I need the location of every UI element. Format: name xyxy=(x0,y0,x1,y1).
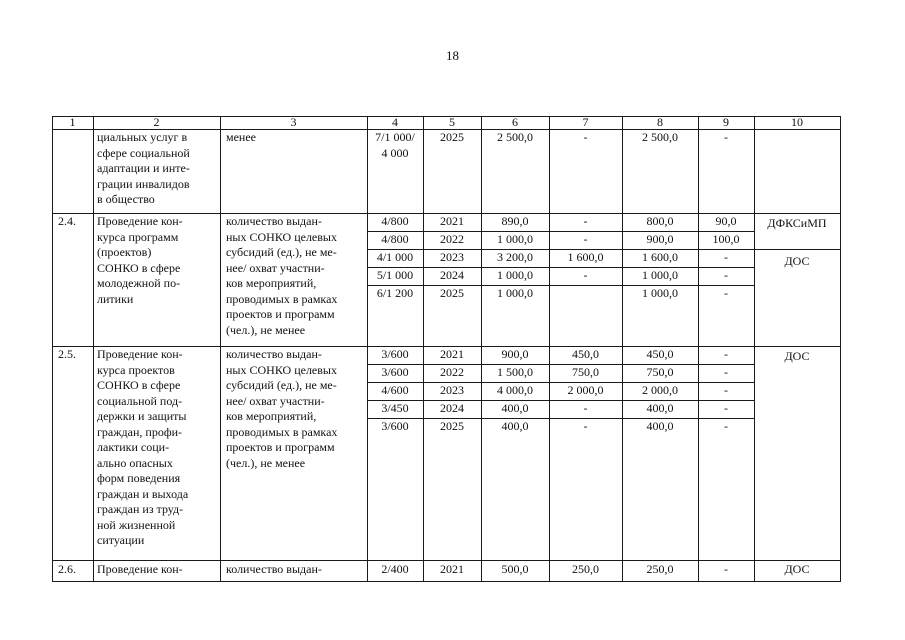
measure-name-line: сфере социальной xyxy=(97,145,190,160)
table-row-rule xyxy=(754,249,841,250)
target-value: 7/1 000/ xyxy=(375,130,415,144)
target-value: 3/450 xyxy=(381,401,409,415)
indicator-line: (чел.), не менее xyxy=(226,455,306,470)
federal-cell: 450,0 xyxy=(572,347,599,361)
regional-cell: 450,0 xyxy=(646,347,674,361)
target-value: 4/800 xyxy=(381,214,409,228)
measure-name-line: Проведение кон- xyxy=(97,347,183,361)
regional-cell: 1 000,0 xyxy=(642,268,678,282)
row-number: 2.6. xyxy=(58,562,76,576)
target-value: 6/1 200 xyxy=(376,286,414,300)
federal-cell: - xyxy=(583,419,588,433)
measure-name-line: Проведение кон- xyxy=(97,562,183,576)
local-cell: 100,0 xyxy=(712,232,740,246)
federal-cell: - xyxy=(583,130,588,144)
total-cell: 1 000,0 xyxy=(497,268,533,282)
measure-name-line: ситуации xyxy=(97,533,145,547)
target-value: 4/800 xyxy=(381,232,409,246)
total-cell: 400,0 xyxy=(501,419,529,433)
indicator-line: (чел.), не менее xyxy=(226,322,306,337)
measure-name-line: курса проектов xyxy=(97,362,175,377)
regional-cell: 1 600,0 xyxy=(642,250,678,264)
local-cell: - xyxy=(724,419,728,433)
year-cell: 2024 xyxy=(440,401,464,415)
indicator-line: проводимых в рамках xyxy=(226,424,338,439)
table-bottom-rule xyxy=(52,581,841,582)
measure-name-line: форм поведения xyxy=(97,471,181,485)
table-left-rule xyxy=(52,116,53,582)
local-cell: - xyxy=(724,286,728,300)
executor-cell: ДОС xyxy=(784,562,810,576)
regional-cell: 400,0 xyxy=(646,401,674,415)
local-cell: - xyxy=(724,268,728,282)
target-value: 3/600 xyxy=(381,347,409,361)
indicator-line: ков мероприятий, xyxy=(226,276,317,290)
indicator-line: менее xyxy=(226,130,256,144)
column-header-5: 5 xyxy=(449,115,455,129)
column-header-8: 8 xyxy=(657,115,663,129)
executor-cell: ДОС xyxy=(784,254,810,268)
year-cell: 2024 xyxy=(440,268,464,282)
measure-name-line: СОНКО в сфере xyxy=(97,378,181,392)
total-cell: 2 500,0 xyxy=(497,130,533,144)
indicator-line: проектов и программ xyxy=(226,440,335,454)
federal-cell: 1 600,0 xyxy=(567,250,604,264)
measure-name-line: СОНКО в сфере xyxy=(97,260,181,275)
federal-cell: 750,0 xyxy=(572,365,599,379)
target-value: 2/400 xyxy=(381,562,409,576)
federal-cell: - xyxy=(583,401,588,415)
regional-cell: 750,0 xyxy=(646,365,674,379)
target-value: 3/600 xyxy=(381,419,409,433)
local-cell: - xyxy=(724,562,728,576)
total-cell: 500,0 xyxy=(501,562,529,576)
year-cell: 2021 xyxy=(440,347,464,361)
local-cell: - xyxy=(724,250,728,264)
target-value: 3/600 xyxy=(381,365,409,379)
total-cell: 400,0 xyxy=(501,401,529,415)
indicator-line: количество выдан- xyxy=(226,562,322,576)
measure-name-line: Проведение кон- xyxy=(97,214,183,228)
measure-name-line: социальной под- xyxy=(97,393,183,408)
measure-name-line: адаптации и инте- xyxy=(97,161,190,175)
indicator-line: количество выдан- xyxy=(226,214,322,228)
total-cell: 4 000,0 xyxy=(497,383,533,397)
measure-name-line: ально опасных xyxy=(97,455,173,470)
column-header-6: 6 xyxy=(512,115,518,129)
regional-cell: 2 500,0 xyxy=(642,130,678,144)
table-right-rule xyxy=(840,116,841,582)
measure-name-line: в общество xyxy=(97,192,155,206)
target-value: 4 000 xyxy=(381,146,409,160)
total-cell: 890,0 xyxy=(501,214,529,228)
target-value: 5/1 000 xyxy=(376,268,414,282)
column-header-4: 4 xyxy=(392,115,398,129)
indicator-line: нее/ охват участни- xyxy=(226,260,325,275)
local-cell: - xyxy=(724,347,728,361)
year-cell: 2023 xyxy=(440,383,464,397)
measure-name-line: грации инвалидов xyxy=(97,176,190,191)
indicator-line: субсидий (ед.), не ме- xyxy=(226,245,337,259)
indicator-line: ных СОНКО целевых xyxy=(226,362,337,377)
regional-cell: 2 000,0 xyxy=(642,383,678,397)
column-header-2: 2 xyxy=(153,115,160,129)
measure-name-line: циальных услуг в xyxy=(97,130,188,144)
regional-cell: 250,0 xyxy=(646,562,674,576)
year-cell: 2022 xyxy=(440,232,464,246)
federal-cell: - xyxy=(583,268,588,282)
year-cell: 2025 xyxy=(440,130,464,144)
measure-name-line: граждан и выхода xyxy=(97,486,189,501)
federal-cell: 250,0 xyxy=(572,562,599,576)
column-header-10: 10 xyxy=(791,115,803,129)
regional-cell: 900,0 xyxy=(646,232,674,246)
federal-cell: - xyxy=(583,232,588,246)
local-cell: - xyxy=(724,365,728,379)
row-number: 2.4. xyxy=(58,214,76,228)
regional-cell: 1 000,0 xyxy=(642,286,678,300)
measure-name-line: курса программ xyxy=(97,229,179,244)
target-value: 4/1 000 xyxy=(376,250,414,264)
column-header-1: 1 xyxy=(69,115,76,129)
measure-name-line: держки и защиты xyxy=(97,409,187,423)
indicator-line: проводимых в рамках xyxy=(226,291,338,306)
year-cell: 2022 xyxy=(440,365,464,379)
target-value: 4/600 xyxy=(381,383,409,397)
executor-cell: ДОС xyxy=(784,349,810,363)
measure-name-line: (проектов) xyxy=(97,245,152,259)
column-header-7: 7 xyxy=(582,115,589,129)
local-cell: - xyxy=(724,130,728,144)
column-header-9: 9 xyxy=(723,115,729,129)
indicator-line: ков мероприятий, xyxy=(226,409,317,423)
year-cell: 2025 xyxy=(440,419,464,433)
row-number: 2.5. xyxy=(58,347,76,361)
local-cell: 90,0 xyxy=(715,214,737,228)
federal-cell: 2 000,0 xyxy=(567,383,604,397)
table-column-rule xyxy=(93,116,94,582)
indicator-line: ных СОНКО целевых xyxy=(226,229,337,244)
year-cell: 2023 xyxy=(440,250,464,264)
regional-cell: 800,0 xyxy=(646,214,674,228)
total-cell: 1 500,0 xyxy=(497,365,533,379)
local-cell: - xyxy=(724,383,728,397)
regional-cell: 400,0 xyxy=(646,419,674,433)
table-column-rule xyxy=(220,116,221,582)
local-cell: - xyxy=(724,401,728,415)
indicator-line: нее/ охват участни- xyxy=(226,393,325,408)
federal-cell: - xyxy=(583,214,588,228)
total-cell: 900,0 xyxy=(501,347,529,361)
year-cell: 2021 xyxy=(440,562,464,576)
total-cell: 3 200,0 xyxy=(497,250,533,264)
total-cell: 1 000,0 xyxy=(497,232,533,246)
measure-name-line: молодежной по- xyxy=(97,276,181,290)
table-row-rule xyxy=(52,560,841,561)
measure-name-line: литики xyxy=(97,291,134,306)
total-cell: 1 000,0 xyxy=(497,286,533,300)
column-header-3: 3 xyxy=(290,115,297,129)
year-cell: 2021 xyxy=(440,214,464,228)
executor-cell: ДФКСиМП xyxy=(767,216,827,230)
indicator-line: проектов и программ xyxy=(226,307,335,321)
indicator-line: количество выдан- xyxy=(226,347,322,361)
measure-name-line: граждан из труд- xyxy=(97,502,184,516)
measure-name-line: лактики соци- xyxy=(97,440,170,454)
measure-name-line: ной жизненной xyxy=(97,517,176,532)
measure-name-line: граждан, профи- xyxy=(97,424,183,439)
page-number: 18 xyxy=(446,48,459,63)
year-cell: 2025 xyxy=(440,286,464,300)
indicator-line: субсидий (ед.), не ме- xyxy=(226,378,337,392)
